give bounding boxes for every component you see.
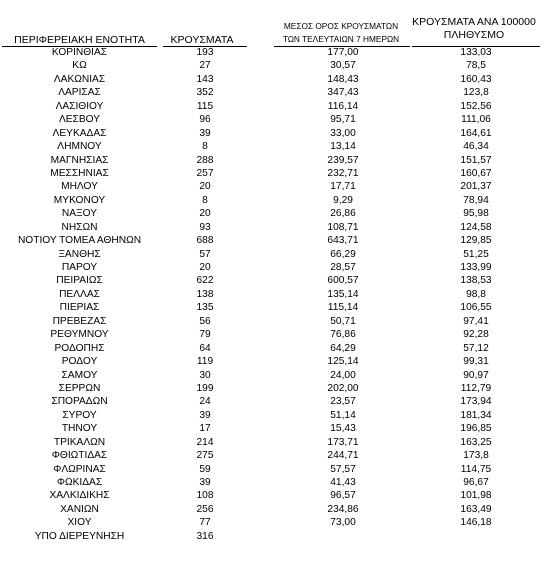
region-name-cell: ΥΠΟ ΔΙΕΡΕΥΝΗΣΗ [34, 530, 125, 542]
table-row [0, 140, 552, 153]
table-row [0, 449, 552, 462]
cases-cell: 115 [196, 100, 214, 112]
region-name-cell: ΛΑΣΙΘΙΟΥ [55, 100, 104, 112]
table-row [0, 221, 552, 234]
region-name-cell: ΜΑΓΝΗΣΙΑΣ [50, 154, 109, 166]
region-name-cell: ΝΟΤΙΟΥ ΤΟΜΕΑ ΑΘΗΝΩΝ [17, 235, 142, 247]
table-row [0, 86, 552, 99]
seven-day-avg-cell: 41,43 [330, 477, 356, 488]
table-row [0, 59, 552, 72]
per-100k-cell: 97,41 [463, 315, 489, 327]
seven-day-avg-cell: 239,57 [327, 154, 359, 166]
per-100k-cell: 201,37 [460, 181, 492, 193]
seven-day-avg-cell: 643,71 [327, 235, 359, 247]
region-name-cell: ΧΑΝΙΩΝ [60, 503, 99, 515]
cases-cell: 39 [199, 477, 211, 488]
cases-cell: 108 [196, 490, 214, 502]
cases-cell: 39 [199, 409, 211, 421]
seven-day-avg-cell: 116,14 [327, 100, 359, 112]
per-100k-cell: 163,49 [460, 503, 492, 515]
region-name-cell: ΡΟΔΟΠΗΣ [54, 342, 105, 354]
per-100k-cell: 123,8 [463, 87, 489, 99]
table-row [0, 328, 552, 341]
region-name-cell: ΠΑΡΟΥ [61, 262, 98, 273]
table-row [0, 530, 552, 543]
region-name-cell: ΠΡΕΒΕΖΑΣ [52, 315, 107, 327]
per-100k-cell: 114,75 [460, 463, 492, 475]
per-100k-cell: 146,18 [460, 517, 492, 529]
region-name-cell: ΦΩΚΙΔΑΣ [56, 477, 103, 488]
header-avg-line1: ΜΕΣΟΣ ΟΡΟΣ ΚΡΟΥΣΜΑΤΩΝ [283, 21, 399, 31]
region-name-cell: ΠΕΛΛΑΣ [59, 288, 100, 300]
table-row [0, 234, 552, 247]
region-name-cell: ΣΑΜΟΥ [61, 369, 98, 381]
table-row [0, 180, 552, 193]
table-row [0, 503, 552, 516]
region-name-cell: ΣΕΡΡΩΝ [58, 382, 101, 394]
region-name-cell: ΞΑΝΘΗΣ [58, 248, 101, 260]
cases-cell: 39 [199, 127, 211, 139]
region-name-cell: ΚΟΡΙΝΘΙΑΣ [51, 47, 108, 58]
header-per-line1: ΚΡΟΥΣΜΑΤΑ ΑΝΑ 100000 [412, 16, 536, 28]
cases-cell: 256 [196, 503, 214, 515]
region-name-cell: ΝΑΞΟΥ [61, 208, 98, 220]
per-100k-cell: 164,61 [460, 127, 492, 139]
cases-cell: 257 [196, 167, 214, 179]
seven-day-avg-cell: 9,29 [333, 194, 353, 206]
region-name-cell: ΠΕΙΡΑΙΩΣ [56, 275, 103, 287]
table-row [0, 436, 552, 449]
cases-cell: 119 [196, 356, 214, 368]
cases-cell: 20 [199, 262, 211, 273]
cases-cell: 193 [196, 47, 214, 58]
table-row [0, 516, 552, 529]
cases-cell: 288 [196, 154, 214, 166]
seven-day-avg-cell: 28,57 [330, 262, 356, 273]
cases-cell: 79 [199, 329, 211, 341]
seven-day-avg-cell: 244,71 [327, 450, 359, 462]
table-row [0, 422, 552, 435]
cases-cell: 77 [199, 517, 211, 529]
table-row [0, 194, 552, 207]
region-name-cell: ΛΑΚΩΝΙΑΣ [53, 73, 106, 85]
region-name-cell: ΠΙΕΡΙΑΣ [59, 302, 100, 314]
seven-day-avg-cell: 57,57 [330, 463, 356, 475]
cases-cell: 64 [199, 342, 211, 354]
seven-day-avg-cell: 135,14 [327, 288, 359, 300]
table-body [0, 46, 552, 543]
cases-cell: 8 [202, 194, 208, 206]
cases-cell: 138 [196, 288, 214, 300]
per-100k-cell: 163,25 [460, 436, 492, 448]
header-per-line2: ΠΛΗΘΥΣΜΟ [443, 29, 505, 41]
region-name-cell: ΛΗΜΝΟΥ [57, 141, 102, 153]
table-row [0, 46, 552, 59]
table-row [0, 207, 552, 220]
per-100k-cell: 101,98 [460, 490, 492, 502]
per-100k-cell: 57,12 [463, 342, 489, 354]
region-name-cell: ΡΟΔΟΥ [61, 356, 98, 368]
cases-cell: 352 [196, 87, 214, 99]
seven-day-avg-cell: 13,14 [330, 141, 356, 153]
table-row [0, 463, 552, 476]
seven-day-avg-cell: 17,71 [330, 181, 356, 193]
seven-day-avg-cell: 173,71 [327, 436, 359, 448]
table-row [0, 395, 552, 408]
table-row [0, 100, 552, 113]
cases-cell: 24 [199, 396, 211, 408]
table-row [0, 409, 552, 422]
cases-cell: 57 [199, 248, 211, 260]
seven-day-avg-cell: 73,00 [330, 517, 356, 529]
region-name-cell: ΜΥΚΟΝΟΥ [53, 194, 106, 206]
table-row [0, 248, 552, 261]
region-name-cell: ΧΙΟΥ [67, 517, 92, 529]
region-name-cell: ΛΕΣΒΟΥ [58, 114, 101, 126]
table-row [0, 113, 552, 126]
region-name-cell: ΤΡΙΚΑΛΩΝ [53, 436, 106, 448]
cases-cell: 688 [196, 235, 214, 247]
per-100k-cell: 106,55 [460, 302, 492, 314]
cases-cell: 135 [196, 302, 214, 314]
per-100k-cell: 160,43 [460, 73, 492, 85]
seven-day-avg-cell: 95,71 [330, 114, 356, 126]
seven-day-avg-cell: 125,14 [327, 356, 359, 368]
cases-cell: 27 [199, 60, 211, 72]
seven-day-avg-cell: 26,86 [330, 208, 356, 220]
seven-day-avg-cell: 234,86 [327, 503, 359, 515]
header-avg [270, 20, 412, 46]
cases-cell: 30 [199, 369, 211, 381]
cases-cell: 20 [199, 208, 211, 220]
header-per-capita [404, 16, 544, 42]
seven-day-avg-cell: 15,43 [330, 423, 356, 435]
table-row [0, 382, 552, 395]
per-100k-cell: 95,98 [463, 208, 489, 220]
cases-cell: 56 [199, 315, 211, 327]
region-name-cell: ΛΑΡΙΣΑΣ [58, 87, 101, 99]
cases-cell: 622 [196, 275, 214, 287]
seven-day-avg-cell: 177,00 [327, 47, 359, 58]
region-name-cell: ΧΑΛΚΙΔΙΚΗΣ [49, 490, 110, 502]
table-row [0, 288, 552, 301]
per-100k-cell: 99,31 [463, 356, 489, 368]
per-100k-cell: 151,57 [460, 154, 492, 166]
seven-day-avg-cell: 232,71 [327, 167, 359, 179]
seven-day-avg-cell: 50,71 [330, 315, 356, 327]
header-avg-line2: ΤΩΝ ΤΕΛΕΥΤΑΙΩΝ 7 ΗΜΕΡΩΝ [282, 34, 400, 44]
per-100k-cell: 173,94 [460, 396, 492, 408]
per-100k-cell: 92,28 [463, 329, 489, 341]
per-100k-cell: 133,03 [460, 47, 492, 58]
region-name-cell: ΦΛΩΡΙΝΑΣ [53, 463, 106, 475]
cases-cell: 59 [199, 463, 211, 475]
seven-day-avg-cell: 202,00 [327, 382, 359, 394]
table-row [0, 154, 552, 167]
cases-cell: 143 [196, 73, 214, 85]
seven-day-avg-cell: 51,14 [330, 409, 356, 421]
per-100k-cell: 78,94 [463, 194, 489, 206]
per-100k-cell: 78,5 [466, 60, 486, 72]
region-name-cell: ΜΕΣΣΗΝΙΑΣ [50, 167, 109, 179]
region-name-cell: ΚΩ [72, 60, 87, 72]
table-header [0, 0, 552, 46]
per-100k-cell: 129,85 [460, 235, 492, 247]
per-100k-cell: 160,67 [460, 167, 492, 179]
per-100k-cell: 124,58 [460, 221, 492, 233]
per-100k-cell: 51,25 [463, 248, 489, 260]
region-name-cell: ΤΗΝΟΥ [61, 423, 98, 435]
seven-day-avg-cell: 64,29 [330, 342, 356, 354]
cases-cell: 316 [196, 530, 214, 542]
cases-cell: 214 [196, 436, 214, 448]
table-row [0, 476, 552, 489]
per-100k-cell: 138,53 [460, 275, 492, 287]
table-row [0, 261, 552, 274]
cases-cell: 20 [199, 181, 211, 193]
per-100k-cell: 173,8 [463, 450, 489, 462]
header-region: ΠΕΡΙΦΕΡΕΙΑΚΗ ΕΝΟΤΗΤΑ [14, 34, 145, 46]
seven-day-avg-cell: 347,43 [327, 87, 359, 99]
per-100k-cell: 181,34 [460, 409, 492, 421]
table-row [0, 127, 552, 140]
region-name-cell: ΛΕΥΚΑΔΑΣ [52, 127, 107, 139]
table-row [0, 301, 552, 314]
per-100k-cell: 196,85 [460, 423, 492, 435]
seven-day-avg-cell: 148,43 [327, 73, 359, 85]
per-100k-cell: 111,06 [461, 114, 491, 126]
seven-day-avg-cell: 96,57 [330, 490, 356, 502]
per-100k-cell: 133,99 [460, 262, 492, 273]
per-100k-cell: 96,67 [463, 477, 489, 488]
cases-cell: 93 [199, 221, 211, 233]
table-row [0, 489, 552, 502]
cases-cell: 8 [202, 141, 208, 153]
region-name-cell: ΦΘΙΩΤΙΔΑΣ [51, 450, 108, 462]
header-cases: ΚΡΟΥΣΜΑΤΑ [170, 34, 234, 46]
cases-cell: 199 [196, 382, 214, 394]
cases-cell: 96 [199, 114, 211, 126]
table-row [0, 342, 552, 355]
table-row [0, 369, 552, 382]
cases-cell: 17 [199, 423, 211, 435]
region-name-cell: ΜΗΛΟΥ [61, 181, 98, 193]
region-name-cell: ΝΗΣΩΝ [61, 221, 98, 233]
seven-day-avg-cell: 24,00 [330, 369, 356, 381]
per-100k-cell: 90,97 [463, 369, 489, 381]
seven-day-avg-cell: 30,57 [330, 60, 356, 72]
region-name-cell: ΣΥΡΟΥ [62, 409, 97, 421]
region-name-cell: ΣΠΟΡΑΔΩΝ [51, 396, 108, 408]
table-row [0, 73, 552, 86]
seven-day-avg-cell: 33,00 [330, 127, 356, 139]
seven-day-avg-cell: 108,71 [327, 221, 359, 233]
seven-day-avg-cell: 600,57 [327, 275, 359, 287]
table-row [0, 274, 552, 287]
table-row [0, 355, 552, 368]
seven-day-avg-cell: 76,86 [330, 329, 356, 341]
per-100k-cell: 112,79 [460, 382, 492, 394]
region-name-cell: ΡΕΘΥΜΝΟΥ [50, 329, 109, 341]
per-100k-cell: 46,34 [463, 141, 489, 153]
per-100k-cell: 98,8 [466, 288, 486, 300]
per-100k-cell: 152,56 [460, 100, 492, 112]
seven-day-avg-cell: 23,57 [330, 396, 356, 408]
cases-cell: 275 [196, 450, 214, 462]
table-row [0, 167, 552, 180]
seven-day-avg-cell: 66,29 [330, 248, 356, 260]
table-row [0, 315, 552, 328]
seven-day-avg-cell: 115,14 [327, 302, 359, 314]
